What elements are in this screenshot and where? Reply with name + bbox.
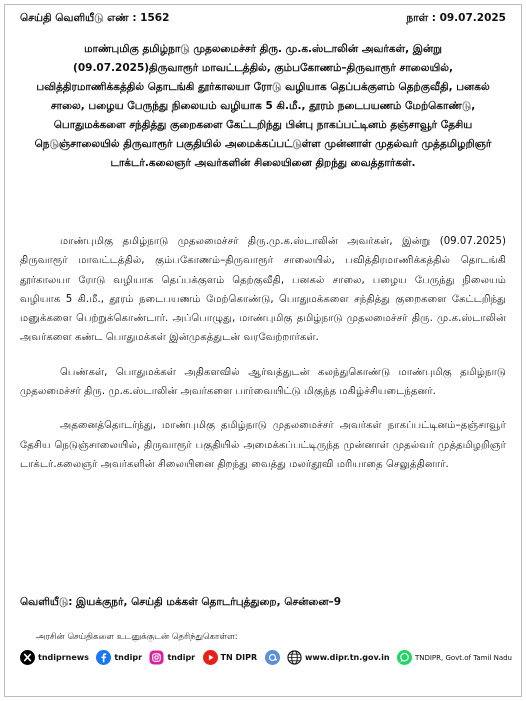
x-icon [20, 650, 35, 665]
social-whatsapp[interactable] [397, 650, 512, 665]
whatsapp-icon [397, 650, 412, 665]
web-icon [287, 650, 302, 665]
social-label: tndipr [114, 653, 143, 662]
instagram-icon [149, 650, 164, 665]
paragraph-3: அதனைத்தொடர்ந்து, மாண்புமிகு தமிழ்நாடு முதலமைச்சர் அவர்கள் நாகப்பட்டினம்–தஞ்சாவூர் தேசிய நெடுஞ்சாலையில், திருவாரூர் பகுதியில் அமைக்கப்பட்டிருந்த முன்னாள் முதல்வர் முத்தமிழறிஞர் டாக்டர்.கலைஞர் அவர்களின் சிலையினை திறந்து வைத்து மலர்தூவி மரியாதை செலுத்தினார். [20, 420, 506, 470]
social-label: www.dipr.tn.gov.in [304, 653, 390, 662]
social-label: tndipr [167, 653, 196, 662]
threads-icon [265, 650, 280, 665]
social-website[interactable] [287, 650, 390, 665]
release-number: செய்தி வெளியீடு எண் : 1562 [20, 12, 170, 24]
social-threads[interactable] [265, 650, 280, 665]
facebook-icon [96, 650, 111, 665]
header [20, 12, 506, 25]
paragraph-1: மாண்புமிகு தமிழ்நாடு முதலமைச்சர் திரு.மு.க.ஸ்டாலின் அவர்கள், இன்று (09.07.2025) திருவாரூர் மாவட்டத்தில், கும்பகோணம்–திருவாரூர் சாலையில், பவித்திரமாணிக்கத்தில் தொடங்கி தூர்காலயா ரோடு வழியாக தெப்பக்குளம் தெற்குவீதி, பனகல் சாலை, பழைய பேருந்து நிலையம் வழியாக 5 கி.மீ., தூரம் நடைபயணம் மேற்கொண்டு, பொதுமக்களை சந்தித்து குறைகளை கேட்டறிந்து மனுக்களை பெற்றுக்கொண்டார். அப்பொழுது, மாண்புமிகு தமிழ்நாடு முதலமைச்சர் திரு. மு.க.ஸ்டாலின் அவர்களை கண்ட பொதுமக்கள் இன்முகத்துடன் வரவேற்றார்கள். [20, 236, 506, 344]
social-instagram[interactable] [149, 650, 195, 665]
social-label: TNDIPR, Govt.of Tamil Nadu [414, 653, 512, 662]
social-label: TN DIPR [220, 653, 258, 662]
headline: மாண்புமிகு தமிழ்நாடு முதலமைச்சர் திரு. மு.க.ஸ்டாலின் அவர்கள், இன்று (09.07.2025)திருவாரூர் மாவட்டத்தில், கும்பகோணம்–திருவாரூர் சாலையில், பவித்திரமாணிக்கத்தில் தொடங்கி தூர்காலயா ரோடு வழியாக தெப்பக்குளம் தெற்குவீதி, பனகல் சாலை, பழைய பேருந்து நிலையம் வழியாக 5 கி.மீ., தூரம் நடைபயணம் மேற்கொண்டு, பொதுமக்களை சந்தித்து குறைகளை கேட்டறிந்து பின்பு நாகப்பட்டினம் தஞ்சாவூர் தேசிய நெடுஞ்சாலையில் திருவாரூர் பகுதியில் அமைக்கப்பட்டுள்ள முன்னாள் முதல்வர் முத்தமிழறிஞர் டாக்டர்.கலைஞர் அவர்களின் சிலையினை திறந்து வைத்தார்கள். [34, 43, 492, 169]
social-heading: அரசின் செய்திகளை உடனுக்குடன் தெரிந்துகொள்ள: [36, 632, 238, 642]
body-text [20, 232, 506, 489]
youtube-icon [203, 650, 218, 665]
social-links [20, 650, 512, 665]
issuer-line: வெளியீடு: இயக்குநர், செய்தி மக்கள் தொடர்புத்துறை, சென்னை–9 [20, 596, 342, 608]
social-youtube[interactable] [203, 650, 258, 665]
social-label: tndiprnews [38, 653, 89, 662]
release-date: நாள் : 09.07.2025 [406, 12, 506, 24]
social-facebook[interactable] [96, 650, 142, 665]
paragraph-2: பெண்கள், பொதுமக்கள் அதிகளவில் ஆர்வத்துடன் கலந்துகொண்டு மாண்புமிகு தமிழ்நாடு முதலமைச்சர் திரு. மு.க.ஸ்டாலின் அவர்களை பார்வையிட்டு மிகுந்த மகிழ்ச்சியடைந்தனர். [20, 366, 506, 398]
social-x[interactable] [20, 650, 89, 665]
